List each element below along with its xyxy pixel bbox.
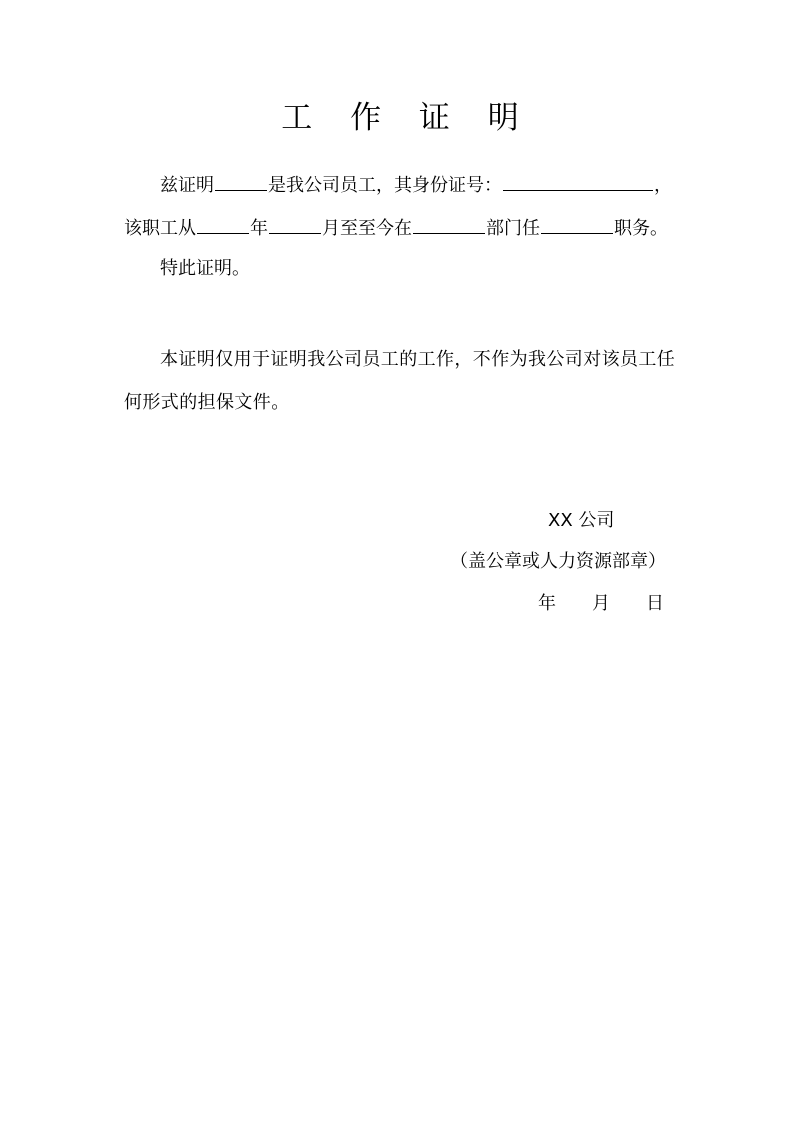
position-blank (541, 213, 613, 234)
certify-suffix: ， (654, 175, 672, 196)
employment-prefix: 该职工从 (124, 218, 196, 239)
closing-line: 特此证明。 (160, 258, 250, 279)
employee-name-blank (215, 170, 267, 191)
signature-date (538, 591, 664, 617)
certify-middle: 是我公司员工，其身份证号： (268, 175, 502, 196)
certify-line (160, 170, 672, 199)
department-blank (413, 213, 485, 234)
certify-prefix: 兹证明 (160, 175, 214, 196)
employment-line (124, 213, 668, 242)
position-label: 职务。 (614, 218, 668, 239)
start-year-blank (197, 213, 249, 234)
disclaimer-paragraph: 本证明仅用于证明我公司员工的工作，不作为我公司对该员工任何形式的担保文件。 (124, 349, 676, 413)
date-year-label: 年 (538, 593, 556, 614)
date-month-label: 月 (592, 593, 610, 614)
start-month-blank (269, 213, 321, 234)
page-title: 工 作 证 明 (281, 100, 533, 136)
month-label: 月至至今在 (322, 218, 412, 239)
date-day-label: 日 (646, 593, 664, 614)
company-name: XX 公司 (548, 510, 615, 531)
id-number-blank (503, 170, 653, 191)
department-label: 部门任 (486, 218, 540, 239)
stamp-note: （盖公章或人力资源部章） (450, 551, 666, 572)
year-label: 年 (250, 218, 268, 239)
